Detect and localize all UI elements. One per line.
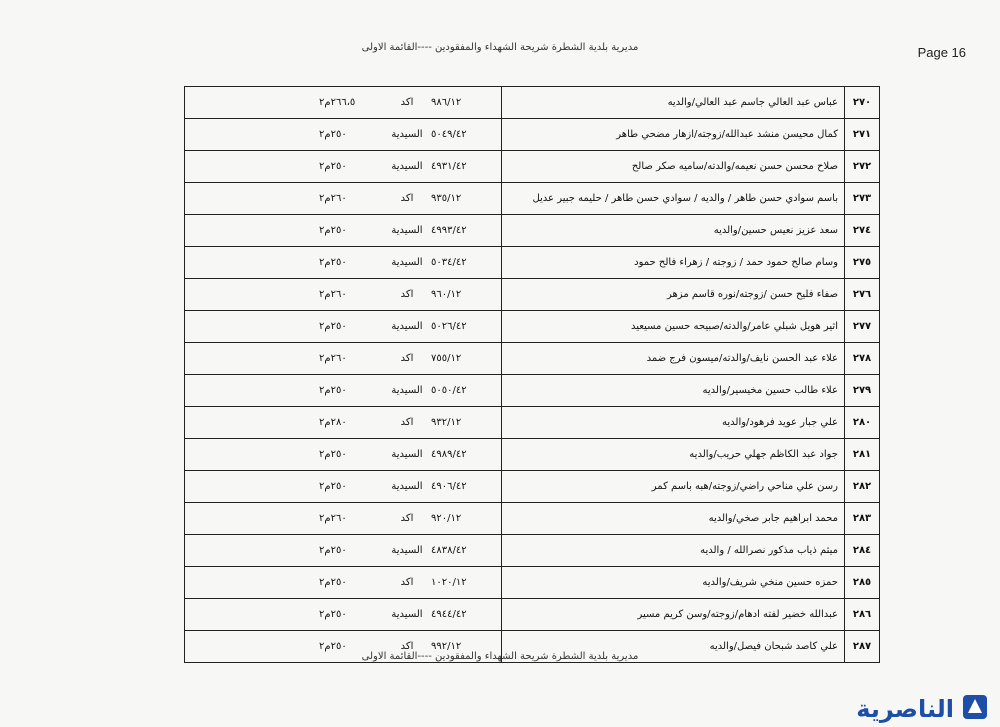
row-number: ٢٨٦ xyxy=(845,599,880,631)
plot-number: ٩٣٢/١٢ xyxy=(431,417,462,428)
district-name: السيدية xyxy=(391,609,423,620)
row-number: ٢٧٦ xyxy=(845,279,880,311)
plot-number: ٧٥٥/١٢ xyxy=(431,353,462,364)
plot-number: ٥٠٢٦/٤٢ xyxy=(431,321,467,332)
beneficiary-name: علاء عبد الحسن نايف/والدته/ميسون فرج ضمد xyxy=(502,343,845,375)
plot-number: ٩٩٢/١٢ xyxy=(431,641,462,652)
row-number: ٢٨٤ xyxy=(845,535,880,567)
district-name: السيدية xyxy=(391,225,423,236)
page-number: Page 16 xyxy=(917,45,966,60)
beneficiary-name: سعد عزيز نعيس حسين/والديه xyxy=(502,215,845,247)
table-row xyxy=(185,87,880,119)
beneficiary-name: عبدالله خضير لفته ادهام/زوجته/وسن كريم مسير xyxy=(502,599,845,631)
plot-size: ٢٦٠م٢ xyxy=(319,353,347,364)
table-row xyxy=(185,375,880,407)
table-row xyxy=(185,119,880,151)
site-logo xyxy=(854,689,994,723)
plot-size: ٢٥٠م٢ xyxy=(319,257,347,268)
beneficiary-name: باسم سوادي حسن طاهر / والديه / سوادي حسن طاهر / حليمه جبير عديل xyxy=(502,183,845,215)
row-number: ٢٨٢ xyxy=(845,471,880,503)
row-number: ٢٧٧ xyxy=(845,311,880,343)
plot-number: ٤٩٣١/٤٢ xyxy=(431,161,467,172)
footer-title: مديرية بلدية الشطرة شريحة الشهداء والمفقودين ----القائمة الاولى xyxy=(361,651,639,662)
plot-size: ٢٨٠م٢ xyxy=(319,417,347,428)
beneficiary-name: صفاء فليح حسن /زوجته/نوره قاسم مزهر xyxy=(502,279,845,311)
row-number: ٢٧٢ xyxy=(845,151,880,183)
beneficiaries-table xyxy=(184,86,880,663)
plot-size: ٢٥٠م٢ xyxy=(319,609,347,620)
beneficiary-name: حمزه حسين منخي شريف/والديه xyxy=(502,567,845,599)
district-name: اكد xyxy=(400,577,414,588)
district-name: اكد xyxy=(400,193,414,204)
table-row xyxy=(185,599,880,631)
property-cell xyxy=(185,407,502,439)
district-name: السيدية xyxy=(391,129,423,140)
property-cell xyxy=(185,215,502,247)
beneficiary-name: جواد عبد الكاظم جهلي حريب/والديه xyxy=(502,439,845,471)
table-row xyxy=(185,215,880,247)
row-number: ٢٧٣ xyxy=(845,183,880,215)
district-name: اكد xyxy=(400,97,414,108)
plot-size: ٢٥٠م٢ xyxy=(319,545,347,556)
beneficiary-name: رسن علي مناحي راضي/زوجته/هبه باسم كمر xyxy=(502,471,845,503)
beneficiary-name: علي كاصد شبحان فيصل/والديه xyxy=(502,631,845,663)
district-name: السيدية xyxy=(391,321,423,332)
table-row xyxy=(185,343,880,375)
property-cell xyxy=(185,599,502,631)
plot-number: ٥٠٣٤/٤٢ xyxy=(431,257,467,268)
logo-icon xyxy=(960,691,990,721)
district-name: السيدية xyxy=(391,545,423,556)
district-name: السيدية xyxy=(391,161,423,172)
table-row xyxy=(185,471,880,503)
property-cell xyxy=(185,375,502,407)
plot-number: ٤٩٤٤/٤٢ xyxy=(431,609,467,620)
plot-size: ٢٦٠م٢ xyxy=(319,513,347,524)
property-cell xyxy=(185,119,502,151)
beneficiary-name: عباس عبد العالي جاسم عبد العالي/والديه xyxy=(502,87,845,119)
district-name: اكد xyxy=(400,417,414,428)
plot-size: ٢٦٠م٢ xyxy=(319,289,347,300)
district-name: اكد xyxy=(400,641,414,652)
plot-size: ٢٥٠م٢ xyxy=(319,161,347,172)
plot-size: ٢٥٠م٢ xyxy=(319,641,347,652)
beneficiary-name: محمد ابراهيم جابر صخي/والديه xyxy=(502,503,845,535)
plot-size: ٢٥٠م٢ xyxy=(319,577,347,588)
plot-size: ٢٦٠م٢ xyxy=(319,193,347,204)
plot-number: ٤٩٠٦/٤٢ xyxy=(431,481,467,492)
plot-number: ٥٠٤٩/٤٢ xyxy=(431,129,467,140)
row-number: ٢٨٧ xyxy=(845,631,880,663)
beneficiary-name: ميثم ذياب مذكور نصرالله / والديه xyxy=(502,535,845,567)
district-name: السيدية xyxy=(391,385,423,396)
plot-size: ٢٥٠م٢ xyxy=(319,129,347,140)
plot-number: ٩٨٦/١٢ xyxy=(431,97,462,108)
district-name: السيدية xyxy=(391,481,423,492)
logo-text: الناصرية xyxy=(856,695,954,723)
table-row xyxy=(185,535,880,567)
table-row xyxy=(185,247,880,279)
table-row xyxy=(185,279,880,311)
table-row xyxy=(185,439,880,471)
beneficiary-name: اثير هويل شبلي عامر/والدته/صبيحه حسين مسيعيد xyxy=(502,311,845,343)
table-row xyxy=(185,183,880,215)
beneficiary-name: علي جبار عويد فرهود/والديه xyxy=(502,407,845,439)
plot-size: ٢٥٠م٢ xyxy=(319,481,347,492)
row-number: ٢٨٥ xyxy=(845,567,880,599)
property-cell xyxy=(185,471,502,503)
district-name: السيدية xyxy=(391,449,423,460)
property-cell xyxy=(185,311,502,343)
plot-number: ٤٩٨٩/٤٢ xyxy=(431,449,467,460)
table-body xyxy=(185,87,880,663)
property-cell xyxy=(185,567,502,599)
table-row xyxy=(185,567,880,599)
property-cell xyxy=(185,503,502,535)
plot-number: ٥٠٥٠/٤٢ xyxy=(431,385,467,396)
plot-size: ٢٥٠م٢ xyxy=(319,449,347,460)
plot-size: ٢٦٦،٥م٢ xyxy=(319,97,356,108)
row-number: ٢٧٠ xyxy=(845,87,880,119)
district-name: اكد xyxy=(400,353,414,364)
district-name: اكد xyxy=(400,289,414,300)
plot-number: ٩٣٥/١٢ xyxy=(431,193,462,204)
property-cell xyxy=(185,439,502,471)
property-cell xyxy=(185,87,502,119)
row-number: ٢٨٠ xyxy=(845,407,880,439)
row-number: ٢٧١ xyxy=(845,119,880,151)
plot-size: ٢٥٠م٢ xyxy=(319,321,347,332)
property-cell xyxy=(185,183,502,215)
plot-number: ٤٩٩٣/٤٢ xyxy=(431,225,467,236)
row-number: ٢٧٤ xyxy=(845,215,880,247)
row-number: ٢٨١ xyxy=(845,439,880,471)
district-name: اكد xyxy=(400,513,414,524)
table-row xyxy=(185,151,880,183)
plot-number: ٩٢٠/١٢ xyxy=(431,513,462,524)
row-number: ٢٧٨ xyxy=(845,343,880,375)
row-number: ٢٧٥ xyxy=(845,247,880,279)
beneficiary-name: صلاح محسن حسن نعيمه/والدته/ساميه صكر صالح xyxy=(502,151,845,183)
plot-number: ٤٨٣٨/٤٢ xyxy=(431,545,467,556)
property-cell xyxy=(185,343,502,375)
table-row xyxy=(185,311,880,343)
row-number: ٢٧٩ xyxy=(845,375,880,407)
plot-size: ٢٥٠م٢ xyxy=(319,385,347,396)
property-cell xyxy=(185,279,502,311)
plot-number: ٩٦٠/١٢ xyxy=(431,289,462,300)
plot-number: ١٠٢٠/١٢ xyxy=(431,577,467,588)
property-cell xyxy=(185,151,502,183)
beneficiary-name: وسام صالح حمود حمد / زوجته / زهراء فالح حمود xyxy=(502,247,845,279)
district-name: السيدية xyxy=(391,257,423,268)
table-row xyxy=(185,407,880,439)
beneficiary-name: علاء طالب حسين مخيسير/والديه xyxy=(502,375,845,407)
property-cell xyxy=(185,535,502,567)
table-row xyxy=(185,503,880,535)
property-cell xyxy=(185,247,502,279)
row-number: ٢٨٣ xyxy=(845,503,880,535)
plot-size: ٢٥٠م٢ xyxy=(319,225,347,236)
header-title: مديرية بلدية الشطرة شريحة الشهداء والمفقودين ----القائمة الاولى xyxy=(361,42,639,53)
beneficiary-name: كمال محيسن منشد عبدالله/زوجته/ازهار مضحي طاهر xyxy=(502,119,845,151)
